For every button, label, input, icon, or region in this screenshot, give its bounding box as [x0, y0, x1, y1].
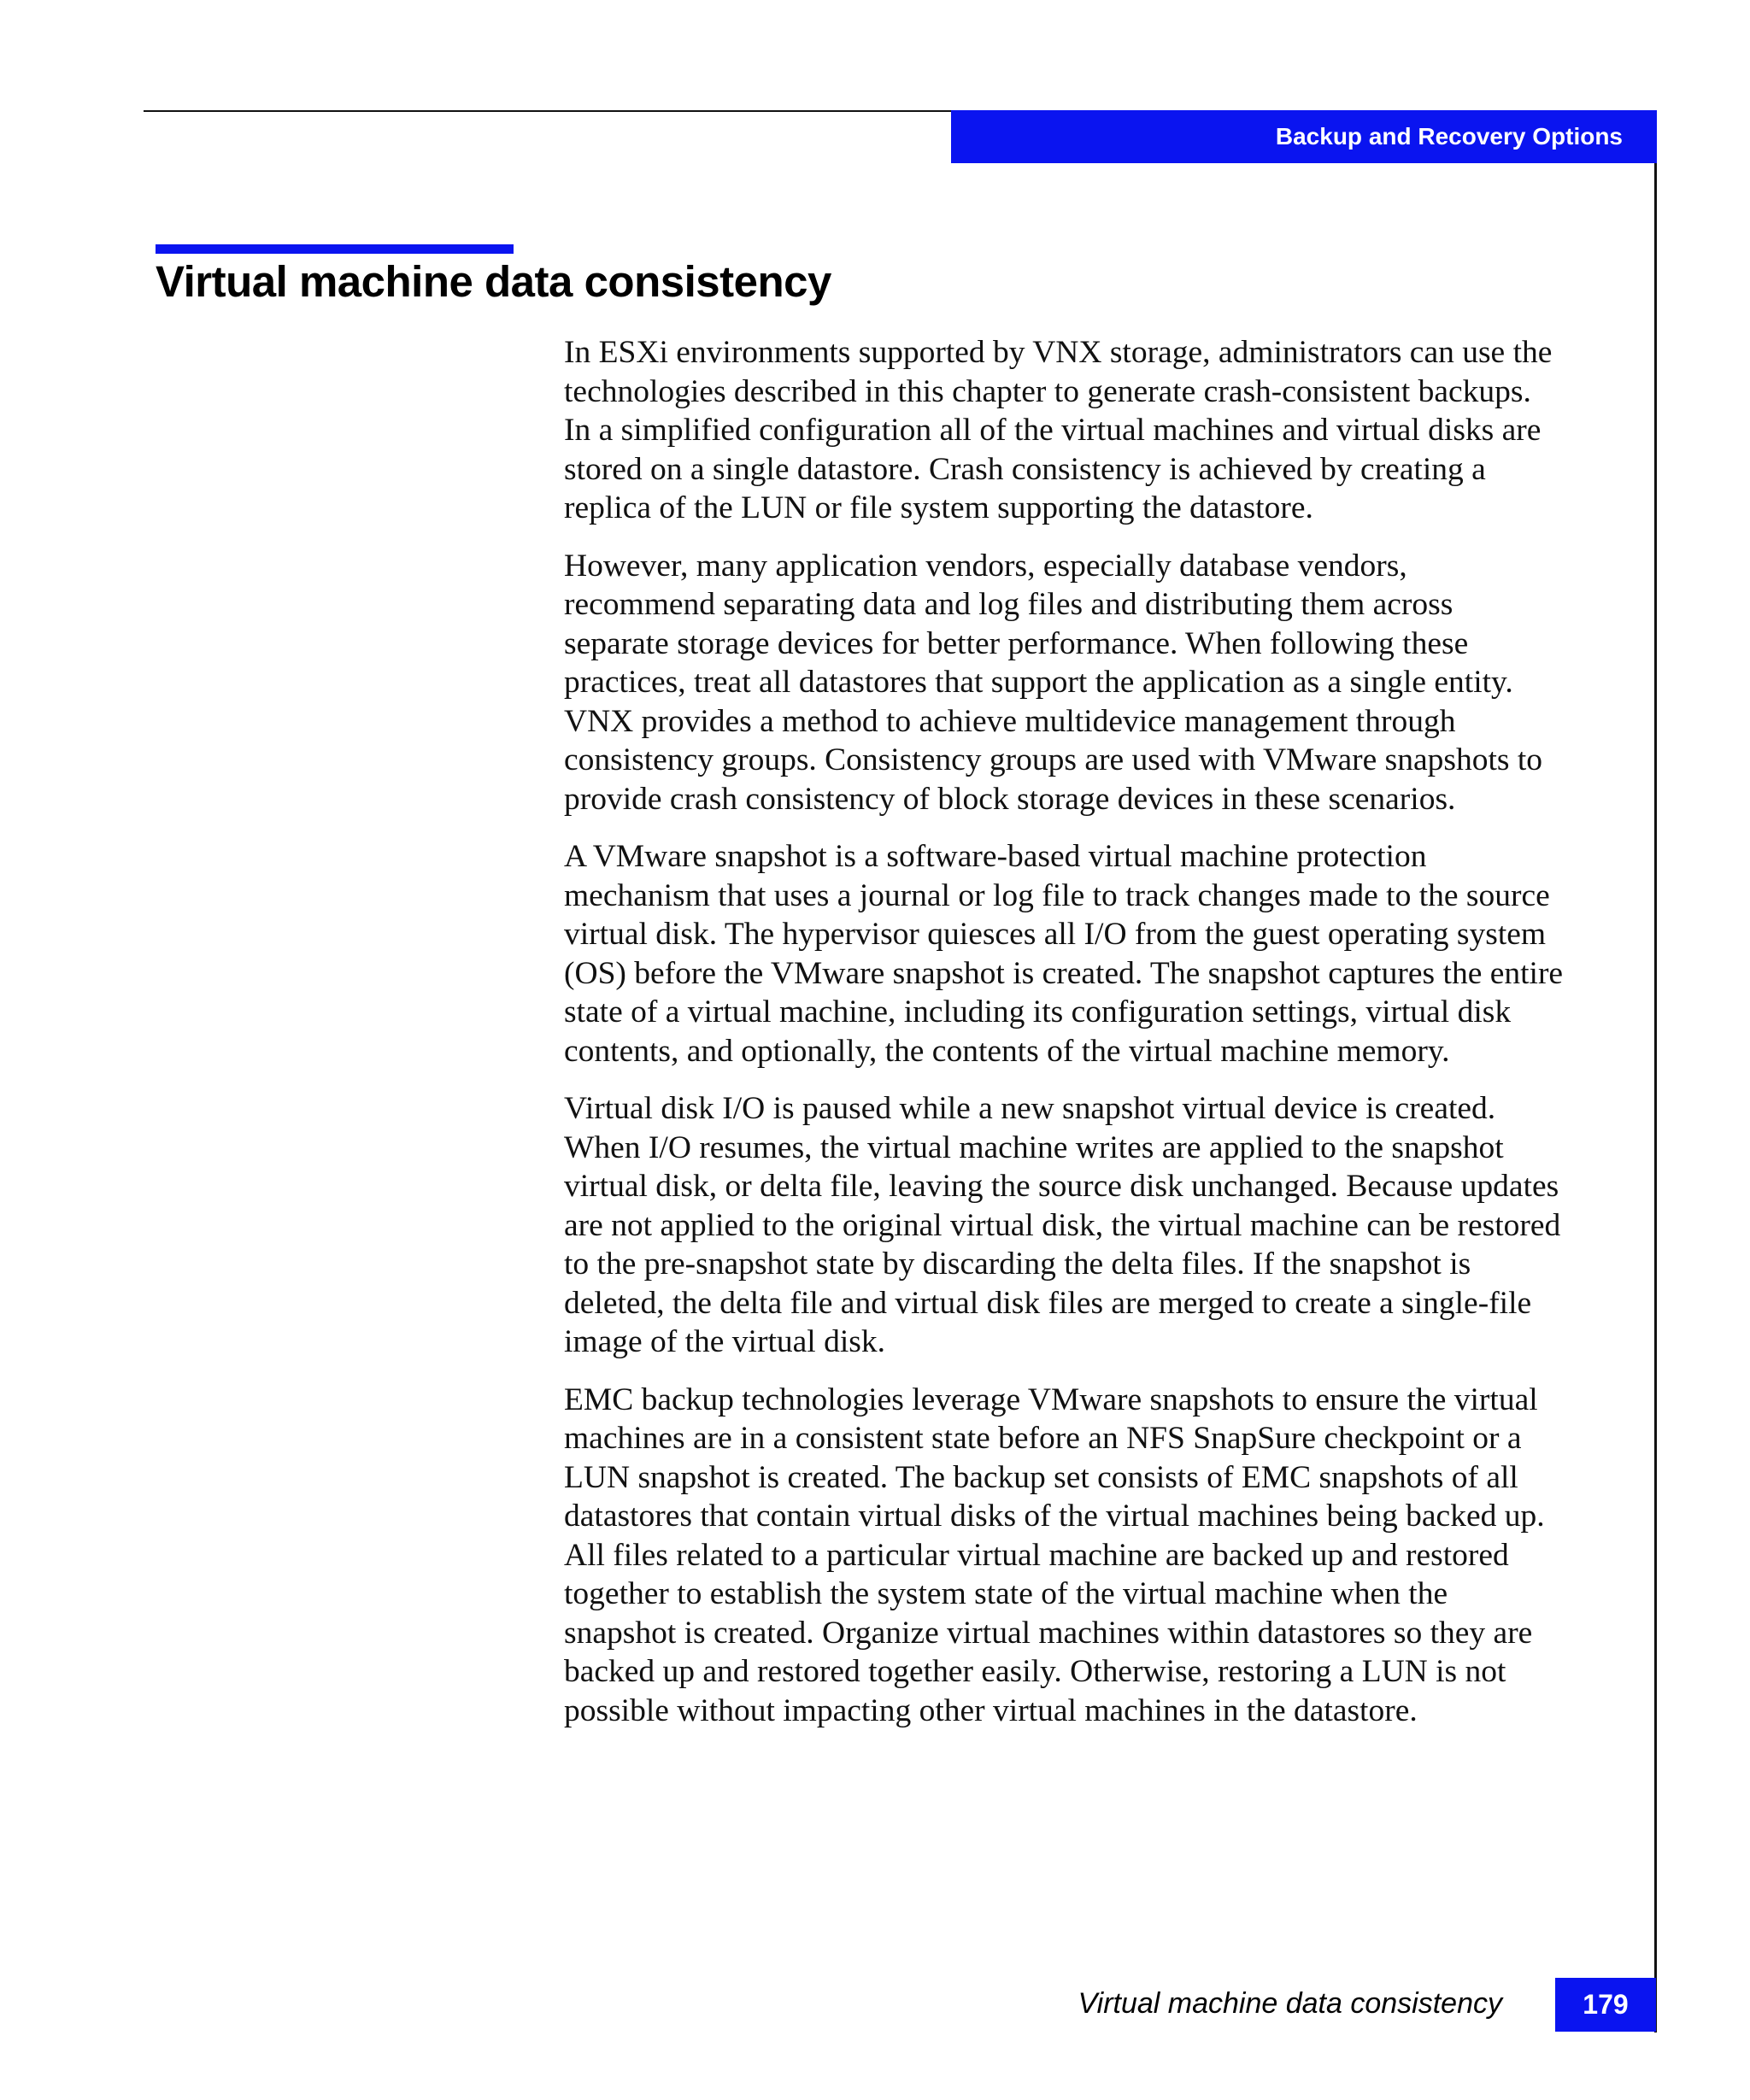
paragraph: Virtual disk I/O is paused while a new snapshot virtual device is created. When I/O resumes, the virtual machine writes are applied to the snapshot virtual disk, or delta file, leaving the source disk unchanged. Because updates are not applied to the original virtual disk, the virtual machine can be restored to the pre-snapshot state by discarding the delta files. If the snapshot is deleted, the delta file and virtual disk files are merged to create a single-file image of the virtual disk. — [564, 1091, 1561, 1359]
paragraph: In ESXi environments supported by VNX storage, administrators can use the technologies described in this chapter to generate crash-consistent backups. In a simplified configuration all of the virtual machines and virtual disks are stored on a single datastore. Crash consistency is achieved by creating a replica of the LUN or file system supporting the datastore. — [564, 335, 1553, 525]
page-number: 179 — [1555, 1978, 1656, 2032]
title-accent-bar — [156, 244, 514, 254]
paragraph: EMC backup technologies leverage VMware snapshots to ensure the virtual machines are in a consistent state before an NFS SnapSure checkpoint or a LUN snapshot is created. The backup set consists of EMC snapshots of all datastores that contain virtual disks of the virtual machines being backed up. All files related to a particular virtual machine are backed up and restored together to establish the system state of the virtual machine when the snapshot is created. Organize virtual machines within datastores so they are backed up and restored together easily. Otherwise, restoring a LUN is not possible without impacting other virtual machines in the datastore. — [564, 1381, 1545, 1728]
paragraph: However, many application vendors, especially database vendors, recommend separating data and log files and distributing them across separate storage devices for better performance. When following these practices, treat all datastores that support the application as a single entity. VNX provides a method to achieve multidevice management through consistency groups. Consistency groups are used with VMware snapshots to provide crash consistency of block storage devices in these scenarios. — [564, 548, 1542, 817]
footer-section-title: Virtual machine data consistency — [1078, 1987, 1502, 2020]
page-title: Virtual machine data consistency — [156, 257, 831, 306]
margin-rule — [1654, 110, 1657, 2033]
paragraph: A VMware snapshot is a software-based virtual machine protection mechanism that uses a journal or log file to track changes made to the source virtual disk. The hypervisor quiesces all I/O from the guest operating system (OS) before the VMware snapshot is created. The snapshot captures the entire state of a virtual machine, including its configuration settings, virtual disk contents, and optionally, the contents of the virtual machine memory. — [564, 839, 1564, 1069]
section-header: Backup and Recovery Options — [951, 110, 1657, 163]
body-text — [564, 333, 1564, 1749]
